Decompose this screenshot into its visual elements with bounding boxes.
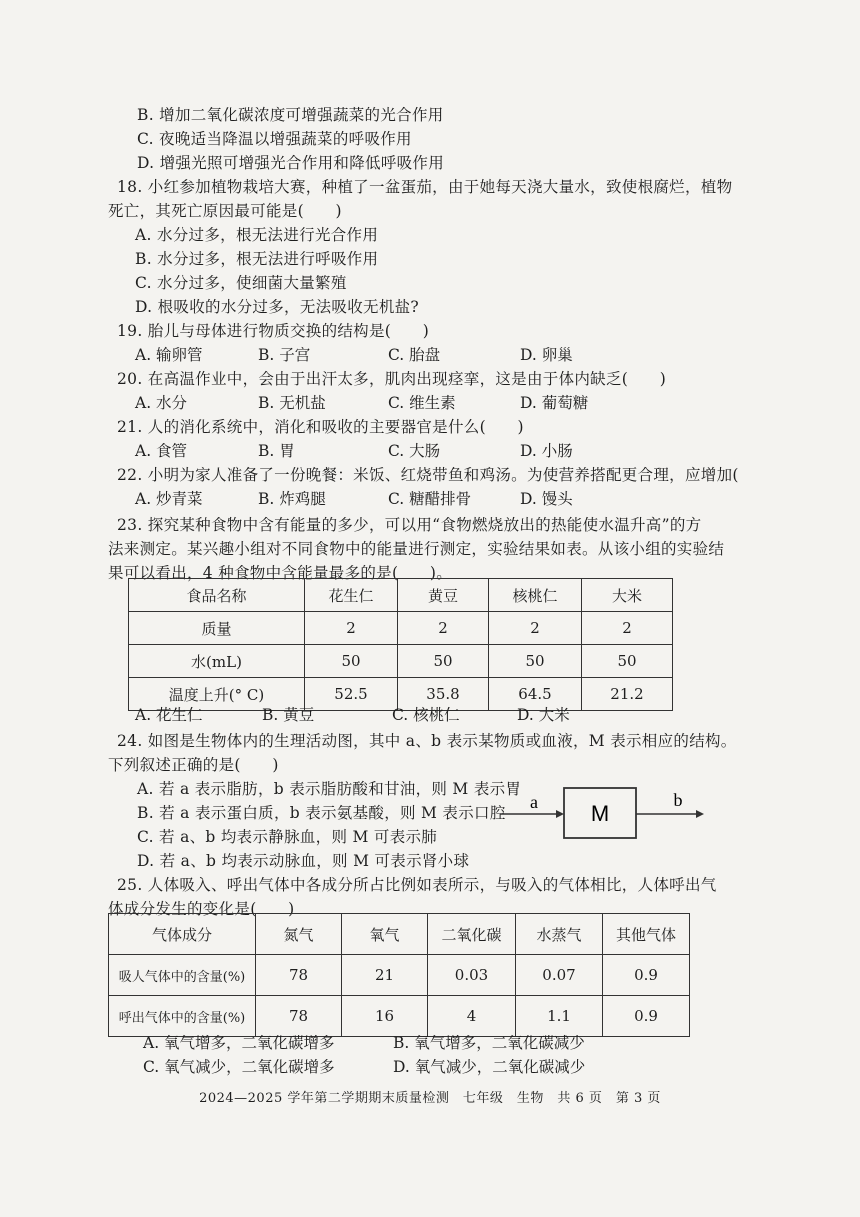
q22-option-b: B. 炸鸡腿	[258, 490, 326, 508]
table-cell: 35.8	[398, 678, 489, 711]
q19-option-a: A. 输卵管	[135, 346, 203, 364]
page-footer: 2024—2025 学年第二学期期末质量检测 七年级 生物 共 6 页 第 3 页	[199, 1091, 661, 1106]
q24-option-b: B. 若 a 表示蛋白质，b 表示氨基酸，则 M 表示口腔	[137, 804, 506, 822]
table-cell: 二氧化碳	[428, 914, 516, 955]
table-cell: 0.9	[603, 955, 690, 996]
q21-option-c: C. 大肠	[388, 442, 441, 460]
table-header-row	[109, 914, 690, 955]
q21-option-b: B. 胃	[258, 442, 295, 460]
q25-option-b: B. 氧气增多，二氧化碳减少	[393, 1034, 585, 1052]
q19-option-d: D. 卵巢	[520, 346, 573, 364]
q24-process-diagram	[500, 782, 720, 842]
q21-option-a: A. 食管	[135, 442, 188, 460]
table-cell: 0.07	[516, 955, 603, 996]
q19-option-b: B. 子宫	[258, 346, 311, 364]
q23-option-c: C. 核桃仁	[392, 706, 460, 724]
q23-stem-line3: 果可以看出，4 种食物中含能量最多的是( )。	[108, 564, 453, 582]
q18-stem-line1: 18. 小红参加植物栽培大赛，种植了一盆蛋茄，由于她每天浇大量水，致使根腐烂，植物	[117, 178, 733, 196]
table-row	[129, 612, 673, 645]
table-cell: 50	[582, 645, 673, 678]
output-arrowhead	[696, 810, 704, 818]
table-cell: 50	[398, 645, 489, 678]
q22-option-a: A. 炒青菜	[135, 490, 203, 508]
table-cell: 2	[398, 612, 489, 645]
table-row	[129, 645, 673, 678]
q25-stem-line2: 体成分发生的变化是( )	[108, 900, 295, 918]
q25-option-a: A. 氧气增多，二氧化碳增多	[143, 1034, 335, 1052]
q25-gas-table	[108, 913, 690, 1037]
q24-option-d: D. 若 a、b 均表示动脉血，则 M 可表示肾小球	[137, 852, 470, 870]
q20-option-c: C. 维生素	[388, 394, 456, 412]
output-label: b	[673, 790, 683, 810]
q25-option-c: C. 氧气减少，二氧化碳增多	[143, 1058, 335, 1076]
q20-option-d: D. 葡萄糖	[520, 394, 589, 412]
table-cell: 质量	[129, 612, 305, 645]
table-cell: 2	[489, 612, 582, 645]
q25-stem-line1: 25. 人体吸入、呼出气体中各成分所占比例如表所示，与吸入的气体相比，人体呼出气	[117, 876, 717, 894]
table-cell: 0.9	[603, 996, 690, 1037]
q24-stem-line1: 24. 如图是生物体内的生理活动图，其中 a、b 表示某物质或血液，M 表示相应的结构。	[117, 732, 737, 750]
table-cell: 氮气	[256, 914, 342, 955]
q20-stem: 20. 在高温作业中，会由于出汗太多，肌肉出现痉挛，这是由于体内缺乏( )	[117, 370, 667, 388]
table-cell: 21.2	[582, 678, 673, 711]
q19-option-c: C. 胎盘	[388, 346, 441, 364]
table-cell: 64.5	[489, 678, 582, 711]
table-cell: 温度上升(° C)	[129, 678, 305, 711]
table-cell: 2	[582, 612, 673, 645]
q17-option-d: D. 增强光照可增强光合作用和降低呼吸作用	[137, 154, 445, 172]
input-arrowhead	[556, 810, 564, 818]
table-cell: 16	[342, 996, 428, 1037]
table-cell: 50	[489, 645, 582, 678]
q24-stem-line2: 下列叙述正确的是( )	[108, 756, 279, 774]
table-cell: 21	[342, 955, 428, 996]
q23-energy-table	[128, 578, 673, 711]
table-cell: 0.03	[428, 955, 516, 996]
q23-option-b: B. 黄豆	[262, 706, 315, 724]
q23-option-a: A. 花生仁	[135, 706, 203, 724]
table-cell: 50	[305, 645, 398, 678]
q17-option-b: B. 增加二氧化碳浓度可增强蔬菜的光合作用	[137, 106, 444, 124]
table-header-row	[129, 579, 673, 612]
table-cell: 呼出气体中的含量(%)	[109, 996, 256, 1037]
q23-stem-line1: 23. 探究某种食物中含有能量的多少，可以用“食物燃烧放出的热能使水温升高”的方	[117, 516, 702, 534]
table-cell: 水(mL)	[129, 645, 305, 678]
q18-option-a: A. 水分过多，根无法进行光合作用	[135, 226, 379, 244]
q24-option-c: C. 若 a、b 均表示静脉血，则 M 可表示肺	[137, 828, 438, 846]
table-cell: 大米	[582, 579, 673, 612]
table-cell: 核桃仁	[489, 579, 582, 612]
q25-option-d: D. 氧气减少，二氧化碳减少	[393, 1058, 586, 1076]
table-cell: 52.5	[305, 678, 398, 711]
q21-option-d: D. 小肠	[520, 442, 573, 460]
q17-option-c: C. 夜晚适当降温以增强蔬菜的呼吸作用	[137, 130, 412, 148]
table-cell: 水蒸气	[516, 914, 603, 955]
q22-stem: 22. 小明为家人准备了一份晚餐：米饭、红烧带鱼和鸡汤。为使营养搭配更合理，应增加(	[117, 466, 739, 484]
q18-option-b: B. 水分过多，根无法进行呼吸作用	[135, 250, 379, 268]
table-cell: 吸人气体中的含量(%)	[109, 955, 256, 996]
table-cell: 花生仁	[305, 579, 398, 612]
input-label: a	[530, 792, 538, 812]
table-cell: 78	[256, 955, 342, 996]
table-cell: 氧气	[342, 914, 428, 955]
structure-label: M	[590, 801, 610, 826]
q22-option-c: C. 糖醋排骨	[388, 490, 472, 508]
table-row	[109, 996, 690, 1037]
q19-stem: 19. 胎儿与母体进行物质交换的结构是( )	[117, 322, 430, 340]
q24-option-a: A. 若 a 表示脂肪，b 表示脂肪酸和甘油，则 M 表示胃	[137, 780, 522, 798]
q20-option-a: A. 水分	[135, 394, 188, 412]
table-cell: 其他气体	[603, 914, 690, 955]
q18-stem-line2: 死亡，其死亡原因最可能是( )	[108, 202, 342, 220]
table-row	[109, 955, 690, 996]
q22-option-d: D. 馒头	[520, 490, 573, 508]
table-cell: 气体成分	[109, 914, 256, 955]
q21-stem: 21. 人的消化系统中，消化和吸收的主要器官是什么( )	[117, 418, 524, 436]
table-cell: 4	[428, 996, 516, 1037]
q20-option-b: B. 无机盐	[258, 394, 326, 412]
q23-option-d: D. 大米	[517, 706, 570, 724]
q18-option-c: C. 水分过多，使细菌大量繁殖	[135, 274, 347, 292]
table-cell: 黄豆	[398, 579, 489, 612]
table-cell: 78	[256, 996, 342, 1037]
table-cell: 食品名称	[129, 579, 305, 612]
q18-option-d: D. 根吸收的水分过多，无法吸收无机盐?	[135, 298, 420, 316]
table-cell: 1.1	[516, 996, 603, 1037]
table-cell: 2	[305, 612, 398, 645]
q23-stem-line2: 法来测定。某兴趣小组对不同食物中的能量进行测定，实验结果如表。从该小组的实验结	[108, 540, 725, 558]
